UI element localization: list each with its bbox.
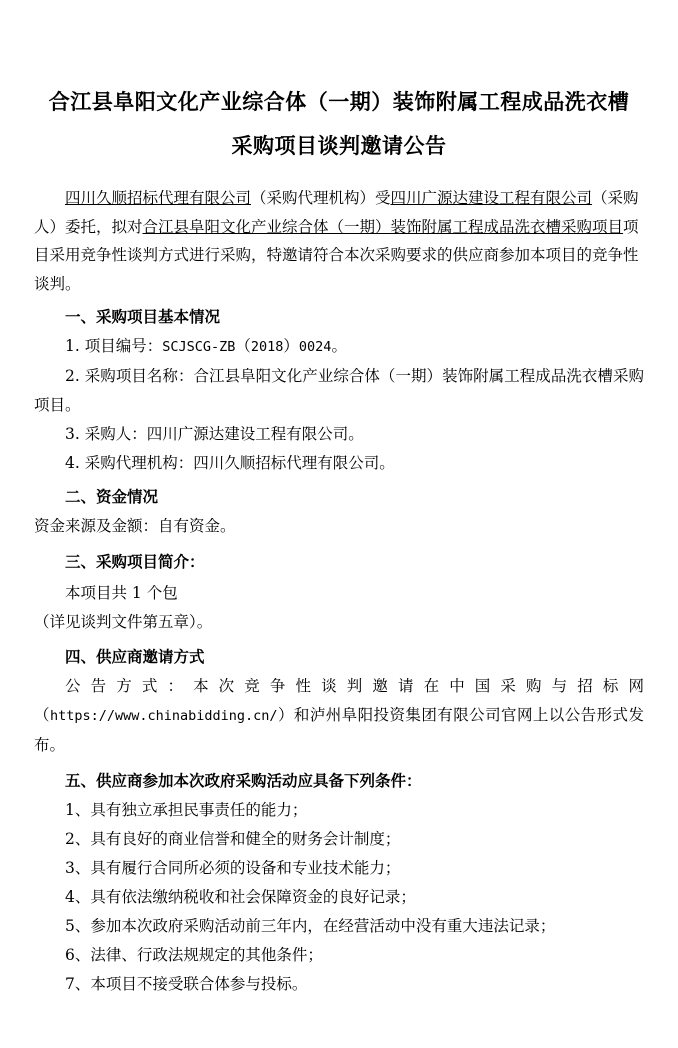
section-5-item-6: 6、法律、行政法规规定的其他条件； <box>65 946 323 964</box>
section-heading-4: 四、供应商邀请方式 <box>65 647 205 666</box>
intro-tail: 项目采用竞争性谈判方式进行采购，特邀请符合本次采购要求的供应商参加本项目的竞争性谈判。 <box>34 217 639 293</box>
mono-run: 0024 <box>298 339 332 355</box>
section-4-item-1: 公告方式：本次竞争性谈判邀请在中国采购与招标网（https://www.chinabidding.cn/）和泸州阜阳投资集团有限公司官网上以公告形式发布。 <box>34 677 644 754</box>
section-1-item-2: 2. 采购项目名称：合江县阜阳文化产业综合体（一期）装饰附属工程成品洗衣槽采购项目。 <box>34 367 644 414</box>
section-3-item-1: 本项目共 1 个包 <box>65 583 178 602</box>
section-heading-1: 一、采购项目基本情况 <box>65 307 221 326</box>
intro-paragraph <box>34 184 644 298</box>
mono-run: SCJSCG-ZB <box>162 339 236 355</box>
intro-purchaser: 四川广源达建设工程有限公司 <box>390 189 593 207</box>
intro-agency: 四川久顺招标代理有限公司 <box>65 189 252 207</box>
section-5-item-4: 4、具有依法缴纳税收和社会保障资金的良好记录； <box>65 888 416 906</box>
section-5-item-7: 7、本项目不接受联合体参与投标。 <box>65 975 308 993</box>
intro-mid-2: （采购人）委托，拟对 <box>34 189 639 236</box>
mono-run: https://www.chinabidding.cn/ <box>49 708 278 724</box>
section-5-item-2: 2、具有良好的商业信誉和健全的财务会计制度； <box>65 830 401 848</box>
section-5-item-3: 3、具有履行合同所必须的设备和专业技术能力； <box>65 859 401 877</box>
section-5-item-5: 5、参加本次政府采购活动前三年内，在经营活动中没有重大违法记录； <box>65 917 556 935</box>
title-line-1: 合江县阜阳文化产业综合体（一期）装饰附属工程成品洗衣槽 <box>48 89 630 114</box>
title-line-2: 采购项目谈判邀请公告 <box>231 133 447 158</box>
mono-run: 2018 <box>250 339 284 355</box>
section-5-item-1: 1、具有独立承担民事责任的能力； <box>65 801 308 819</box>
intro-mid-1: （采购代理机构）受 <box>251 189 391 207</box>
section-3-item-2: （详见谈判文件第五章）。 <box>34 612 213 631</box>
intro-project: 合江县阜阳文化产业综合体（一期）装饰附属工程成品洗衣槽采购项目 <box>142 217 624 236</box>
section-heading-3: 三、采购项目简介： <box>65 551 205 571</box>
section-1-item-1: 1. 项目编号：SCJSCG-ZB（2018）0024。 <box>65 337 347 355</box>
section-1-item-3: 3. 采购人：四川广源达建设工程有限公司。 <box>65 425 364 443</box>
page-title <box>34 80 644 168</box>
section-1-item-4: 4. 采购代理机构：四川久顺招标代理有限公司。 <box>65 454 395 472</box>
section-heading-5: 五、供应商参加本次政府采购活动应具备下列条件： <box>65 771 422 790</box>
section-2-item-1: 资金来源及金额：自有资金。 <box>34 517 236 535</box>
section-heading-2: 二、资金情况 <box>65 487 159 506</box>
